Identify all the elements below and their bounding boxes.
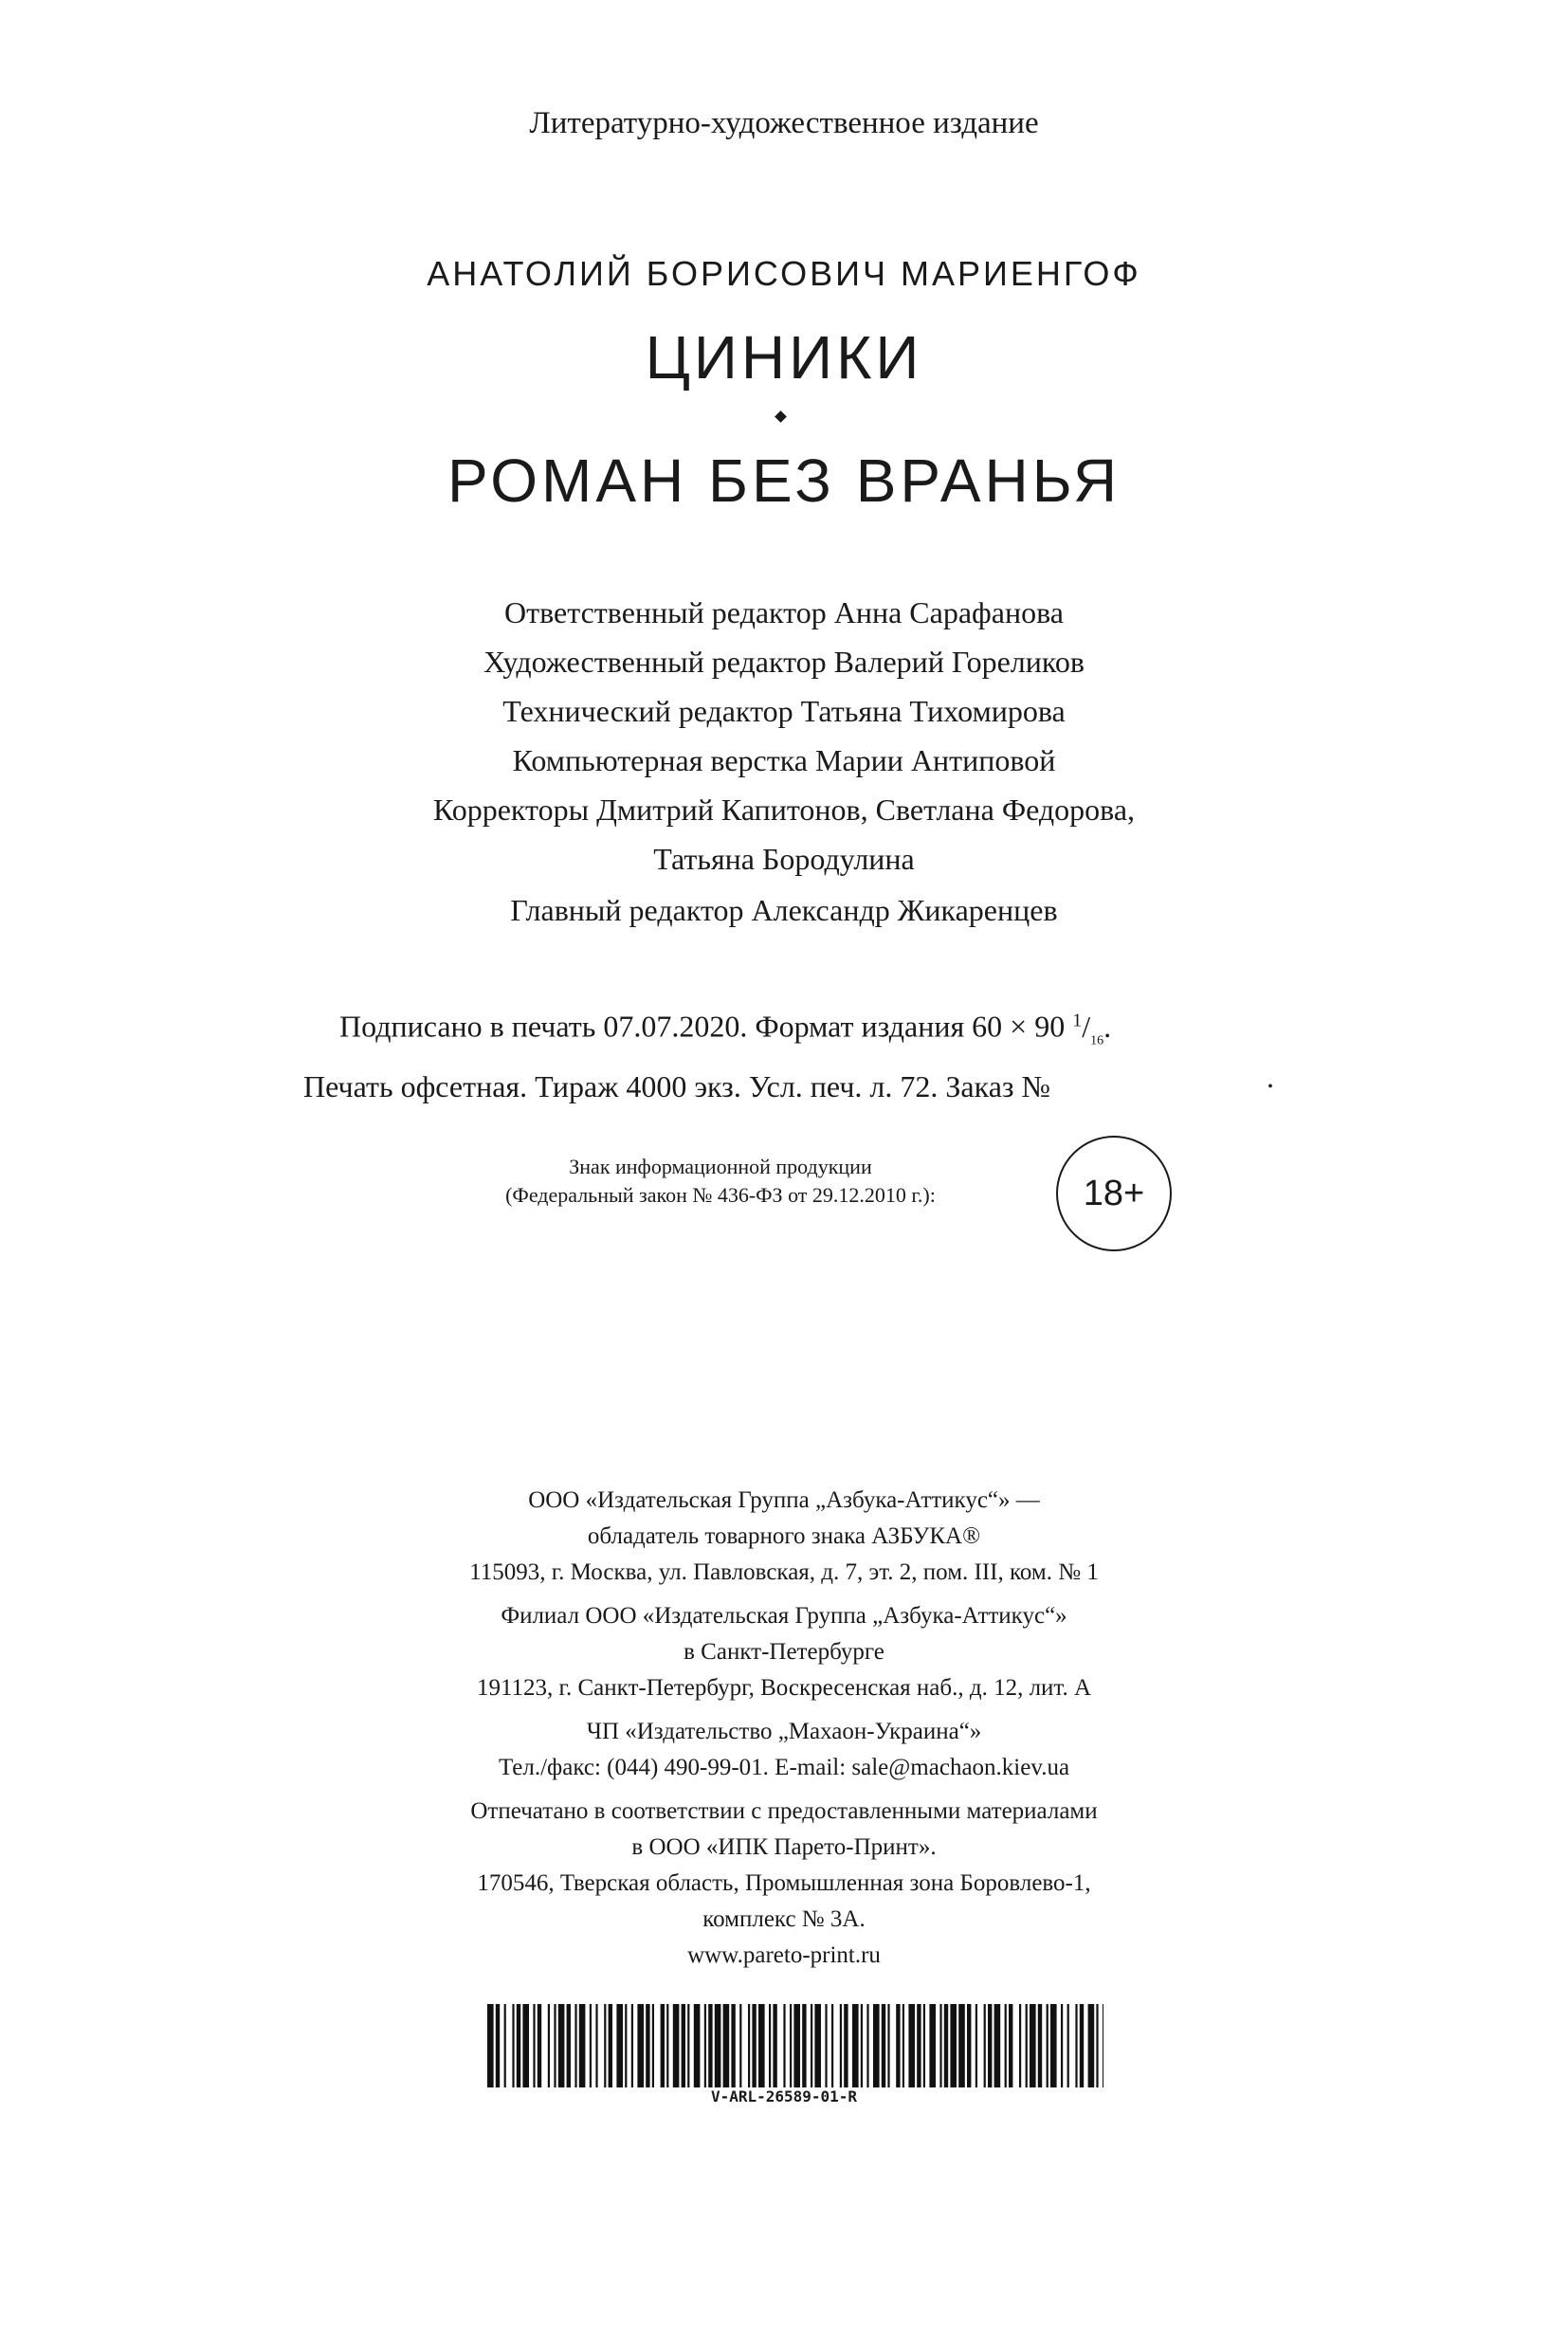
printer-line: Отпечатано в соответствии с предоставленными материалами — [470, 1798, 1098, 1824]
credit-line: Ответственный редактор Анна Сарафанова — [504, 595, 1064, 629]
printer-line: в ООО «ИПК Парето-Принт». — [631, 1834, 937, 1860]
print-info-line-2: Печать офсетная. Тираж 4000 экз. Усл. печ. л. 72. Заказ № — [303, 1069, 1051, 1104]
book-title-1: ЦИНИКИ — [645, 323, 923, 392]
credit-line: Корректоры Дмитрий Капитонов, Светлана Федорова, — [432, 793, 1136, 827]
book-title-2: РОМАН БЕЗ ВРАНЬЯ — [447, 447, 1121, 515]
publisher-line: 191123, г. Санкт-Петербург, Воскресенская наб., д. 12, лит. А — [476, 1675, 1092, 1701]
publisher-line: Тел./факс: (044) 490-99-01. E-mail: sale@machaon.kiev.ua — [498, 1755, 1070, 1780]
printer-line: комплекс № 3А. — [702, 1906, 866, 1932]
publisher-line: Филиал ООО «Издательская Группа „Азбука-Аттикус“» — [501, 1603, 1067, 1629]
credit-line: Технический редактор Татьяна Тихомирова — [502, 694, 1066, 728]
publisher-line: обладатель товарного знака АЗБУКА® — [587, 1523, 981, 1549]
age-mark-label-2: (Федеральный закон № 436-ФЗ от 29.12.2010 г.): — [505, 1183, 936, 1207]
chief-editor: Главный редактор Александр Жикаренцев — [510, 893, 1058, 927]
age-rating: 18+ — [1083, 1173, 1145, 1213]
print-info-trailing: . — [1267, 1060, 1274, 1094]
fraction-numerator: 1 — [1072, 1010, 1083, 1030]
publisher-line: ООО «Издательская Группа „Азбука-Аттикус“» — — [528, 1487, 1040, 1513]
publisher-group — [0, 1598, 1568, 1706]
diamond-separator-icon — [775, 410, 787, 423]
age-rating-badge — [1056, 1136, 1172, 1251]
age-mark-label-1: Знак информационной продукции — [569, 1155, 872, 1178]
publisher-line: ЧП «Издательство „Махаон-Украина“» — [586, 1719, 982, 1744]
print-info — [303, 997, 1327, 1109]
print-info-text-1: Подписано в печать 07.07.2020. Формат издания 60 × 90 — [339, 1009, 1066, 1044]
publisher-group — [0, 1794, 1568, 1974]
printer-website: www.pareto-print.ru — [687, 1942, 881, 1968]
publisher-line: в Санкт-Петербурге — [684, 1639, 884, 1665]
credit-line: Компьютерная верстка Марии Антиповой — [512, 743, 1056, 777]
credits-block — [0, 588, 1568, 884]
publisher-line: 115093, г. Москва, ул. Павловская, д. 7, эт. 2, пом. III, ком. № 1 — [469, 1559, 1099, 1585]
publisher-group — [0, 1483, 1568, 1591]
printer-line: 170546, Тверская область, Промышленная зона Боровлево-1, — [477, 1870, 1091, 1896]
publisher-group — [0, 1714, 1568, 1786]
publisher-block — [0, 1483, 1568, 1981]
age-mark-label — [417, 1153, 1024, 1210]
barcode-icon — [487, 2004, 1103, 2087]
format-fraction: $^1/_{16}$. — [1072, 1009, 1112, 1048]
barcode-code: V-ARL-26589-01-R — [710, 2087, 858, 2105]
fraction-denominator: 16 — [1090, 1033, 1104, 1048]
credit-line: Художественный редактор Валерий Гореликов — [483, 645, 1085, 679]
print-info-line-1 — [303, 997, 1327, 1064]
edition-type: Литературно-художественное издание — [529, 106, 1039, 140]
author-name: АНАТОЛИЙ БОРИСОВИЧ МАРИЕНГОФ — [427, 254, 1141, 293]
credit-line: Татьяна Бородулина — [653, 842, 915, 876]
